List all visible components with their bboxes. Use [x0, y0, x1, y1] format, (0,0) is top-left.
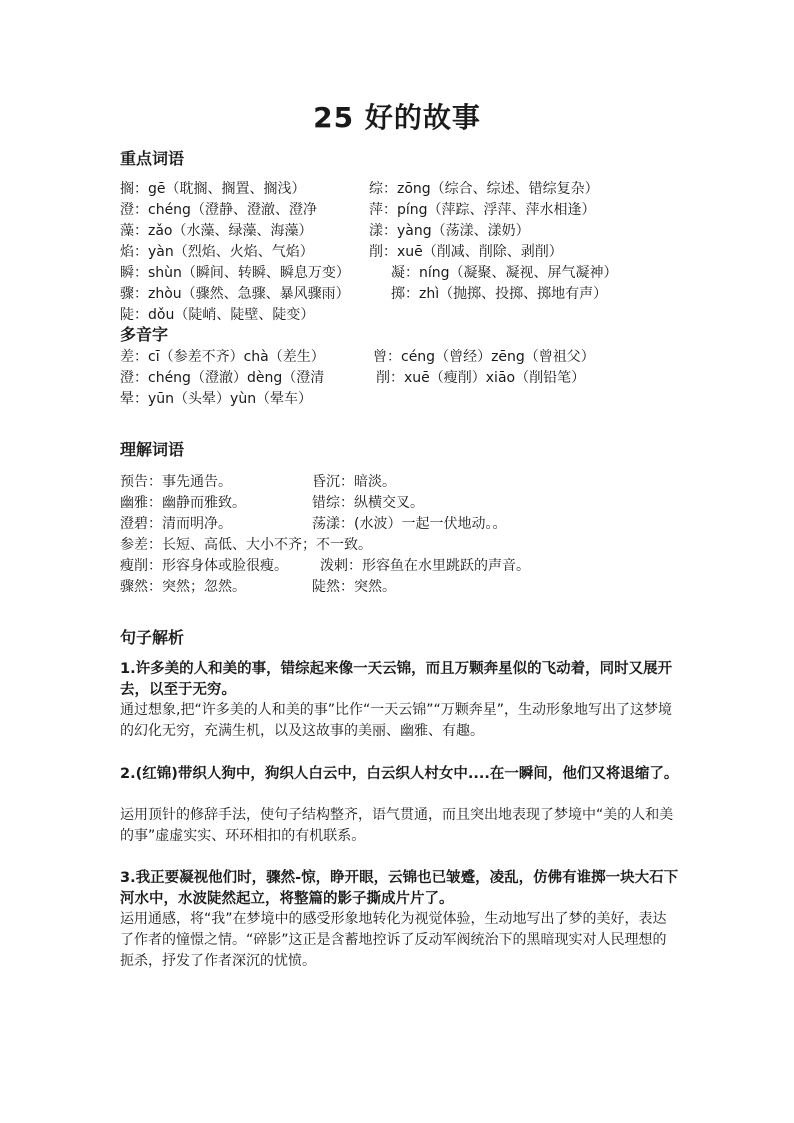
sentence-question: 2.(红锦)带织人狗中，狗织人白云中，白云织人村女中....在一瞬间，他们又将退缩了。	[120, 766, 679, 782]
sentence-question: 1.许多美的人和美的事，错综起来像一天云锦，而且万颗奔星似的飞动着，同时又展开去，以至于无穷。	[120, 661, 673, 698]
page-title: 25 好的故事	[313, 101, 481, 134]
meaning-row: 预告：事先通告。 昏沉：暗淡。	[120, 474, 396, 490]
polyphone-row: 晕：yūn（头晕）yùn（晕车）	[120, 391, 313, 407]
section-heading-sentence-analysis: 句子解析	[120, 628, 185, 647]
meaning-row: 骤然：突然；忽然。 陡然：突然。	[120, 579, 396, 595]
vocab-row: 搁：gē（耽搁、搁置、搁浅） 综：zōng（综合、综述、错综复杂）	[120, 181, 599, 197]
meaning-row: 瘦削：形容身体或脸很瘦。 泼剌：形容鱼在水里跳跃的声音。	[120, 558, 530, 574]
sentence-analysis: 运用顶针的修辞手法，使句子结构整齐，语气贯通，而且突出地表现了梦境中“美的人和美的事”虚虚实实、环环相扣的有机联系。	[120, 807, 674, 844]
meaning-row: 澄碧：清而明净。 荡漾：(水波）一起一伏地动。。	[120, 516, 507, 532]
section-heading-key-words: 重点词语	[120, 149, 185, 168]
polyphone-row: 澄：chéng（澄澈）dèng（澄清 削：xuē（瘦削）xiāo（削铅笔）	[120, 370, 586, 386]
meaning-row: 幽雅：幽静而雅致。 错综：纵横交叉。	[120, 495, 424, 511]
vocab-row: 澄：chéng（澄静、澄澈、澄净 萍：píng（萍踪、浮萍、萍水相逢）	[120, 202, 596, 218]
vocab-row: 藻：zǎo（水藻、绿藻、海藻） 漾：yàng（荡漾、漾奶）	[120, 223, 530, 239]
vocab-row: 焰：yàn（烈焰、火焰、气焰） 削：xuē（削减、削除、剥削）	[120, 244, 563, 260]
meaning-row: 参差：长短、高低、大小不齐；不一致。	[120, 537, 372, 553]
section-heading-polyphones: 多音字	[120, 325, 169, 344]
sentence-question: 3.我正要凝视他们时，骤然-惊，睁开眼，云锦也已皱蹙，凌乱，仿佛有谁掷一块大石下河水中，水波陡然起立，将整篇的影子撕成片片了。	[120, 870, 679, 907]
vocab-row: 瞬：shùn（瞬间、转瞬、瞬息万变） 凝：níng（凝聚、凝视、屏气凝神）	[120, 265, 618, 281]
section-heading-word-meanings: 理解词语	[120, 440, 185, 459]
vocab-row: 骤：zhòu（骤然、急骤、暴风骤雨） 掷：zhì（抛掷、投掷、掷地有声）	[120, 286, 608, 302]
vocab-row: 陡：dǒu（陡峭、陡壁、陡变）	[120, 307, 315, 323]
polyphone-row: 差：cī（参差不齐）chà（差生） 曾：céng（曾经）zēng（曾祖父）	[120, 349, 595, 365]
sentence-analysis: 通过想象,把“许多美的人和美的事”比作“一天云锦”“万颗奔星”，生动形象地写出了这梦境的幻化无穷，充满生机，以及这故事的美丽、幽雅、有趣。	[120, 702, 672, 739]
sentence-analysis: 运用通感，将“我”在梦境中的感受形象地转化为视觉体验，生动地写出了梦的美好，表达了作者的憧憬之情。“碎影”这正是含蓄地控诉了反动军阀统治下的黑暗现实对人民理想的扼杀，抒发了作者深沉的忧愤。	[120, 911, 667, 969]
